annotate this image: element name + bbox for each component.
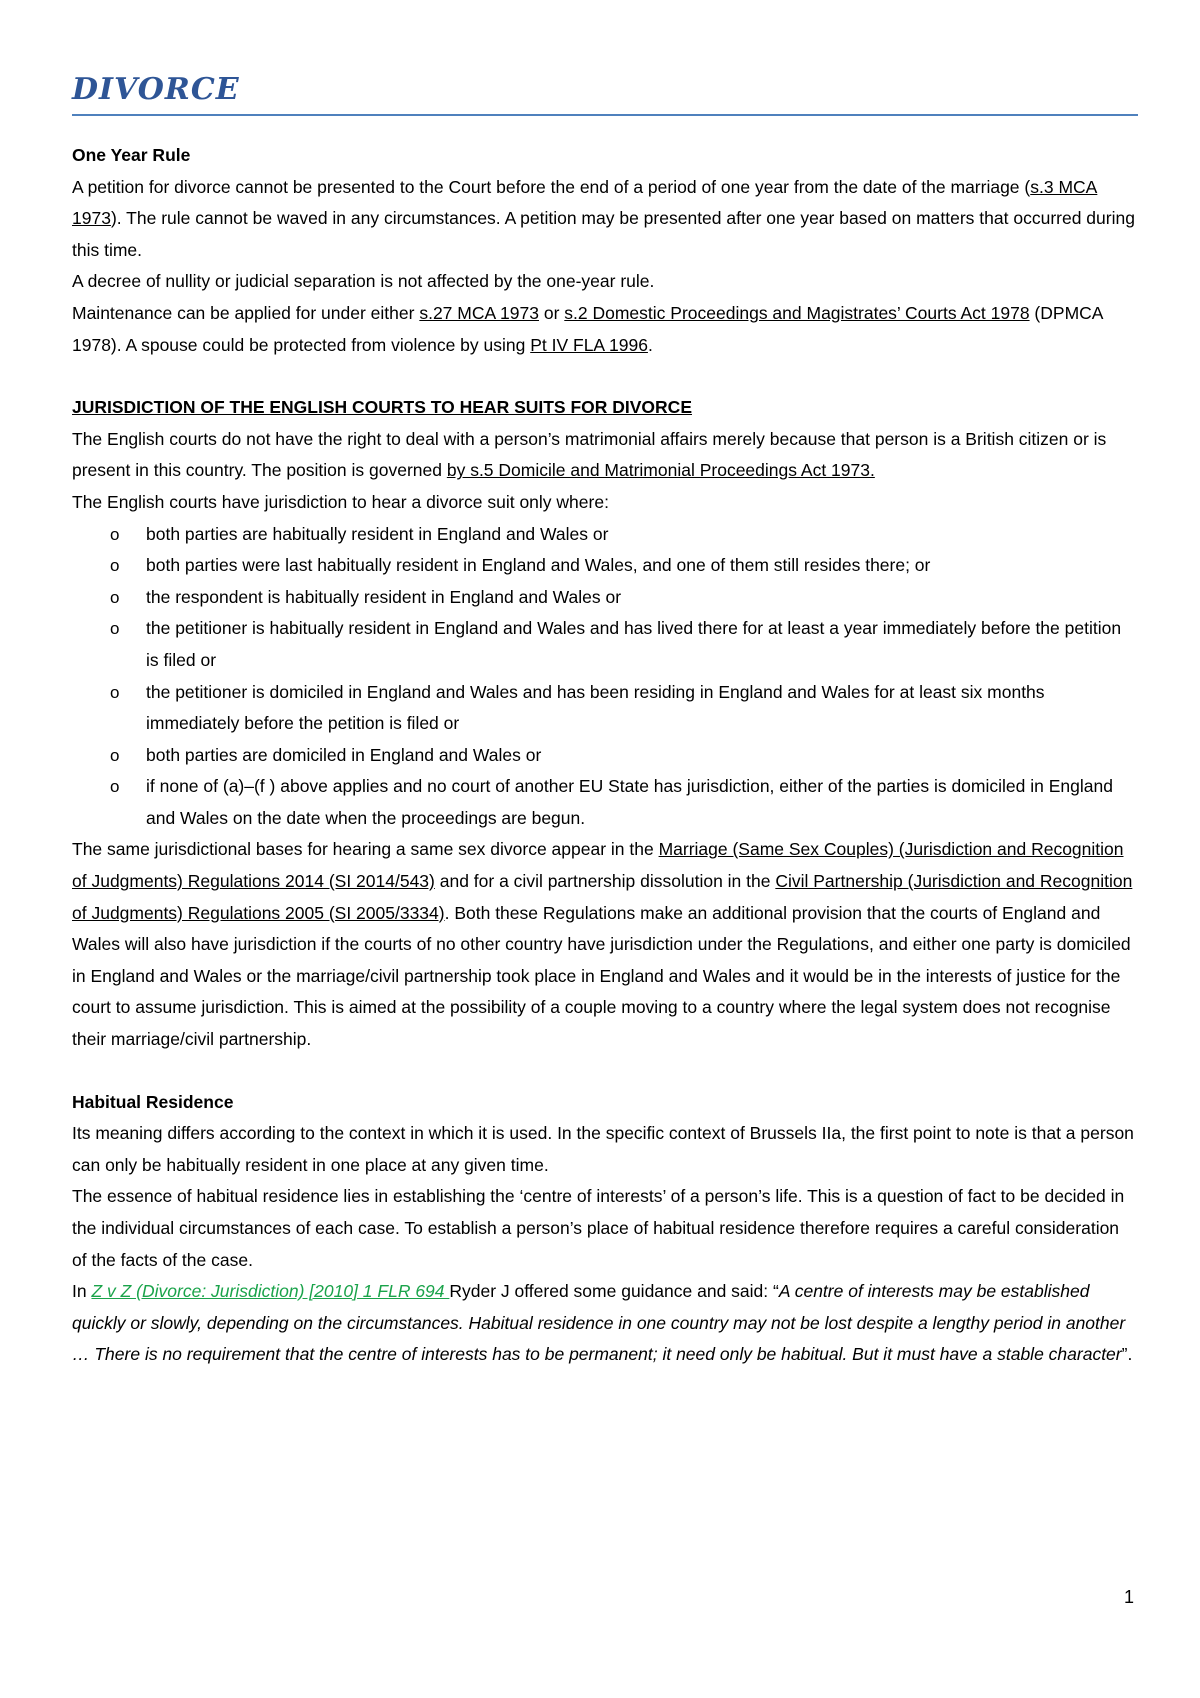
text-run: ). The rule cannot be waved in any circumstances. A petition may be presented after one year based on matters that occurred during this time. — [72, 208, 1135, 260]
jurisdiction-bullet-list — [72, 519, 1138, 835]
habitual-residence-heading: Habitual Residence — [72, 1091, 234, 1112]
bullet-icon: o — [110, 682, 120, 702]
text-run: A petition for divorce cannot be presented to the Court before the end of a period of one year from the date of the marriage ( — [72, 176, 1031, 197]
list-item-text: both parties were last habitually resident in England and Wales, and one of them still resides there; or — [146, 555, 931, 576]
list-item — [72, 519, 1138, 551]
case-quote-paragraph — [72, 1276, 1138, 1371]
bullet-icon: o — [110, 524, 120, 544]
one-year-rule-paragraph — [72, 172, 1138, 267]
statute-link-fla[interactable]: Pt IV FLA 1996 — [530, 334, 648, 355]
text-run: The English courts do not have the right to deal with a person’s matrimonial affairs merely because that person is a British citizen or is present in this country. The position is governed — [72, 428, 1107, 481]
maintenance-paragraph — [72, 298, 1138, 361]
bullet-icon: o — [110, 587, 120, 607]
one-year-rule-heading: One Year Rule — [72, 145, 191, 165]
text-run: Maintenance can be applied for under either — [72, 302, 420, 323]
case-link-z-v-z[interactable]: Z v Z (Divorce: Jurisdiction) [2010] 1 FLR 694 — [91, 1281, 450, 1302]
list-item — [72, 550, 1138, 582]
list-item-text: both parties are domiciled in England and Wales or — [146, 744, 542, 765]
habitual-meaning-paragraph: Its meaning differs according to the context in which it is used. In the specific context of Brussels IIa, the first point to note is that a person can only be habitually resident in one place at any given time. — [72, 1123, 1134, 1175]
bullet-icon: o — [110, 619, 120, 639]
statute-link-s27-mca[interactable]: s.27 MCA 1973 — [419, 302, 539, 323]
text-run: In — [72, 1281, 92, 1302]
nullity-paragraph: A decree of nullity or judicial separation is not affected by the one-year rule. — [72, 271, 655, 292]
jurisdiction-heading: JURISDICTION OF THE ENGLISH COURTS TO HEAR SUITS FOR DIVORCE — [72, 397, 692, 418]
bullet-icon: o — [110, 745, 120, 765]
statute-link-dpmca[interactable]: s.2 Domestic Proceedings and Magistrates’ Courts Act 1978 — [564, 302, 1030, 323]
text-run: . Both these Regulations make an additional provision that the courts of England and Wales will also have jurisdiction if the courts of no other country have jurisdiction under the Regulations, and either one party is domiciled in England and Wales or the marriage/civil partnership took place in England and Wales and it would be in the interests of justice for the court to assume jurisdiction. This is aimed at the possibility of a couple moving to a country where the legal system does not recognise their marriage/civil partnership. — [72, 902, 1131, 1050]
list-item-text: if none of (a)–(f ) above applies and no court of another EU State has jurisdiction, either of the parties is domiciled in England and Wales on the date when the proceedings are begun. — [146, 776, 1113, 828]
regulation-link-same-sex[interactable]: Marriage (Same Sex Couples) (Jurisdiction and Recognition of Judgments) Regulations 2014 (SI 2014/543) — [72, 839, 1124, 892]
jurisdiction-section — [72, 392, 1138, 1055]
statute-link-dmpa[interactable]: by s.5 Domicile and Matrimonial Proceedings Act 1973. — [446, 460, 875, 481]
habitual-essence-paragraph: The essence of habitual residence lies in establishing the ‘centre of interests’ of a person’s life. This is a question of fact to be decided in the individual circumstances of each case. To establish a person’s place of habitual residence therefore requires a careful consideration of the facts of the case. — [72, 1186, 1125, 1270]
document-title: DIVORCE — [72, 70, 1138, 116]
list-item — [72, 771, 1138, 834]
text-run: and for a civil partnership dissolution in the — [434, 871, 776, 892]
text-run: Ryder J offered some guidance and said: “ — [449, 1281, 779, 1302]
jurisdiction-intro-paragraph — [72, 424, 1138, 487]
text-run: (DPMCA 1978). A spouse could be protected from violence by using — [72, 302, 1103, 355]
bullet-icon: o — [110, 556, 120, 576]
page-number: 1 — [1123, 1587, 1134, 1607]
habitual-residence-section — [72, 1087, 1138, 1371]
text-run: or — [538, 302, 565, 323]
list-item — [72, 740, 1138, 772]
judicial-quote: A centre of interests may be established quickly or slowly, depending on the circumstances. Habitual residence in one country may not be lost despite a lengthy period in another … There is no requirement that the centre of interests has to be permanent; it need only be habitual. But it must have a stable character — [72, 1281, 1126, 1365]
bullet-icon: o — [110, 777, 120, 797]
list-item-text: the respondent is habitually resident in England and Wales or — [146, 586, 622, 607]
list-item — [72, 677, 1138, 740]
text-run: ”. — [1121, 1344, 1133, 1365]
list-item — [72, 613, 1138, 676]
text-run: . — [647, 334, 653, 355]
list-item — [72, 582, 1138, 614]
document-page — [72, 70, 1138, 1371]
list-item-text: the petitioner is domiciled in England and Wales and has been residing in England and Wales for at least six months immediately before the petition is filed or — [146, 681, 1045, 734]
jurisdiction-lead-paragraph: The English courts have jurisdiction to hear a divorce suit only where: — [72, 491, 609, 512]
same-sex-paragraph — [72, 834, 1138, 1055]
list-item-text: the petitioner is habitually resident in England and Wales and has lived there for at least a year immediately before the petition is filed or — [146, 618, 1122, 670]
list-item-text: both parties are habitually resident in England and Wales or — [146, 523, 609, 544]
regulation-link-civil-partnership[interactable]: Civil Partnership (Jurisdiction and Recognition of Judgments) Regulations 2005 (SI 2005/3334) — [72, 871, 1133, 923]
statute-link-s3-mca[interactable]: s.3 MCA 1973 — [72, 176, 1098, 229]
one-year-rule-section — [72, 140, 1138, 361]
text-run: The same jurisdictional bases for hearing a same sex divorce appear in the — [72, 839, 659, 860]
